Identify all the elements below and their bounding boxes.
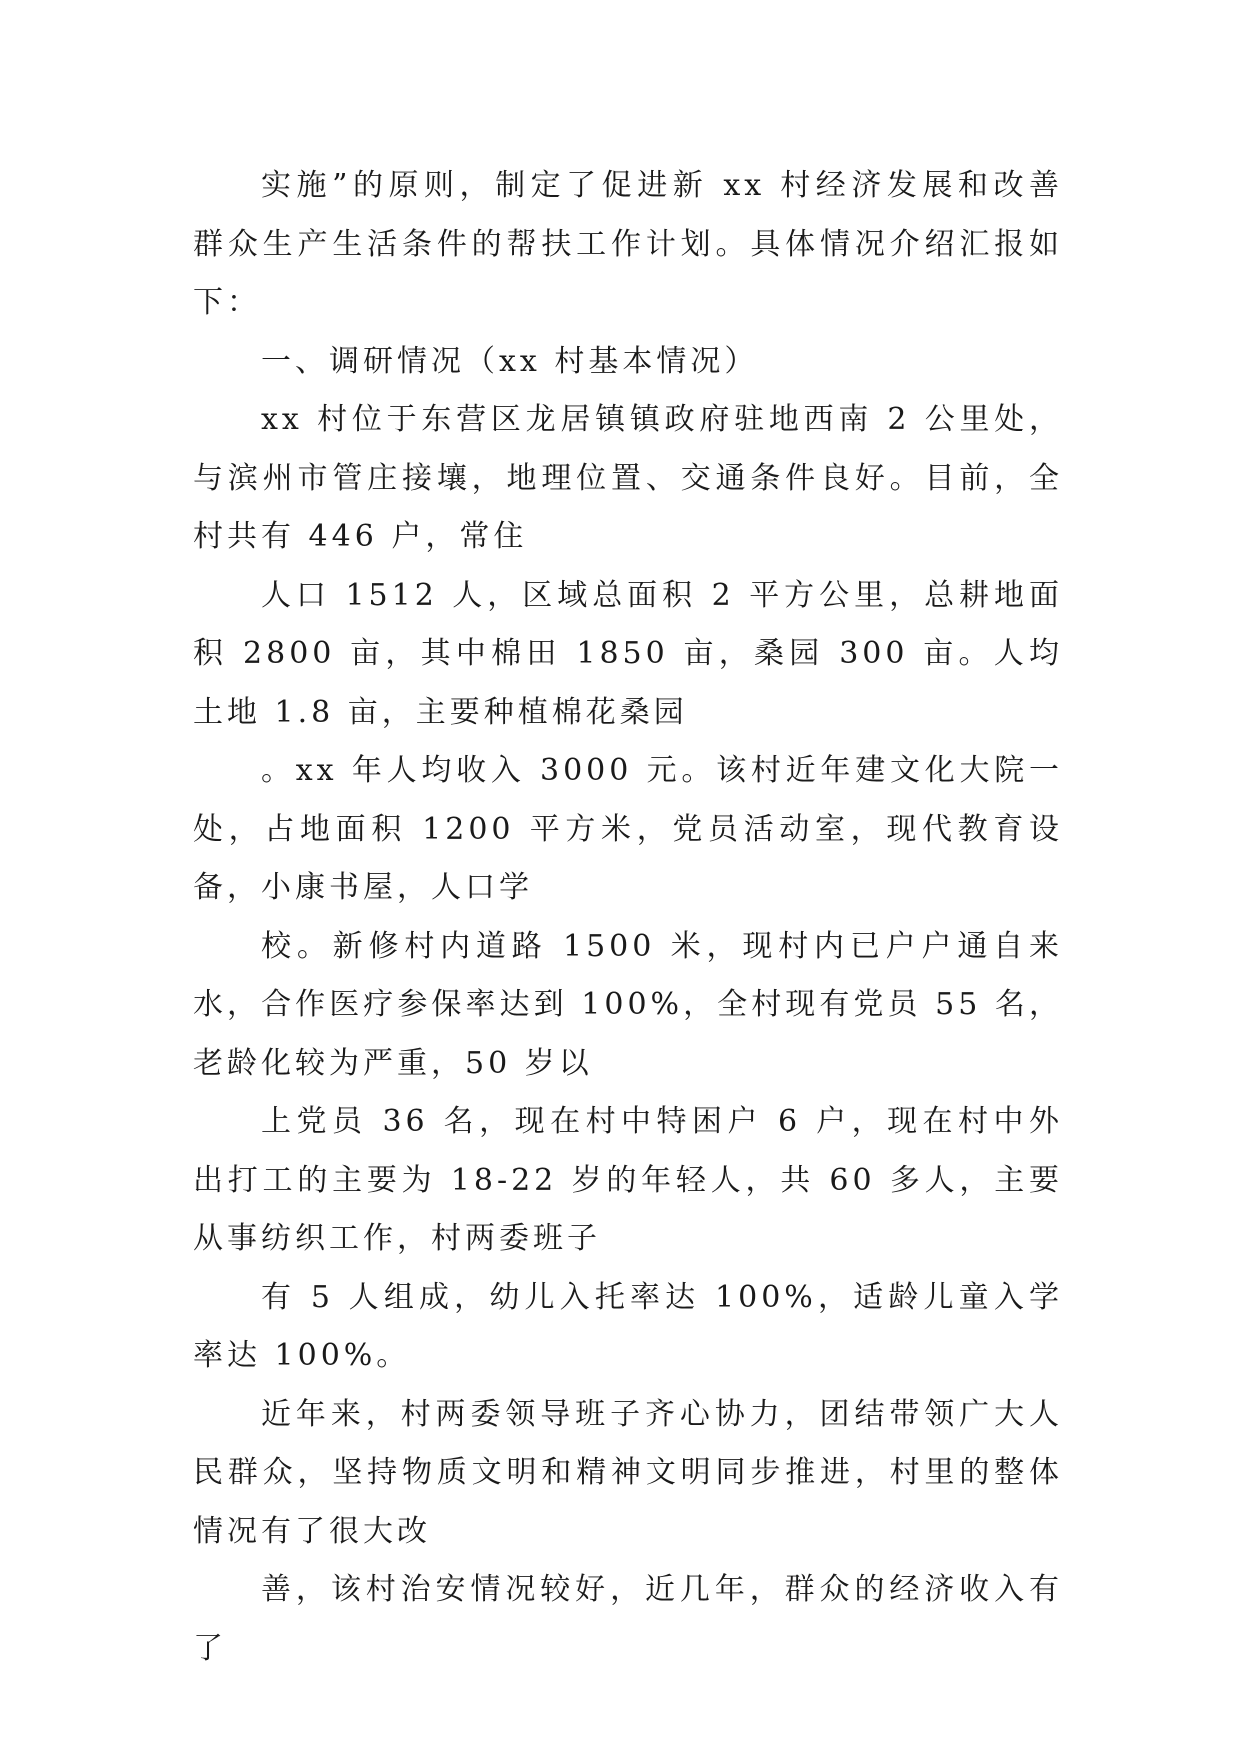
document-body [193,157,1063,1678]
paragraph-9: 近年来，村两委领导班子齐心协力，团结带领广大人民群众，坚持物质文明和精神文明同步推进，村里的整体情况有了很大改 [193,1396,1063,1549]
paragraph-7: 上党员 36 名，现在村中特困户 6 户，现在村中外出打工的主要为 18-22 岁的年轻人，共 60 多人，主要从事纺织工作，村两委班子 [193,1104,1063,1256]
paragraph-5: 。xx 年人均收入 3000 元。该村近年建文化大院一处，占地面积 1200 平方米，党员活动室，现代教育设备，小康书屋，人口学 [193,753,1063,905]
paragraph-2-heading: 一、调研情况（xx 村基本情况） [261,343,759,379]
paragraph-10: 善，该村治安情况较好，近几年，群众的经济收入有了 [193,1572,1063,1666]
paragraph-1: 实施”的原则，制定了促进新 xx 村经济发展和改善群众生产生活条件的帮扶工作计划。具体情况介绍汇报如下： [193,168,1063,320]
paragraph-3: xx 村位于东营区龙居镇镇政府驻地西南 2 公里处，与滨州市管庄接壤，地理位置、交通条件良好。目前，全村共有 446 户，常住 [193,402,1063,554]
paragraph-4: 人口 1512 人，区域总面积 2 平方公里，总耕地面积 2800 亩，其中棉田 1850 亩，桑园 300 亩。人均土地 1.8 亩，主要种植棉花桑园 [193,577,1063,730]
paragraph-6: 校。新修村内道路 1500 米，现村内已户户通自来水，合作医疗参保率达到 100%，全村现有党员 55 名，老龄化较为严重，50 岁以 [193,928,1063,1081]
paragraph-8: 有 5 人组成，幼儿入托率达 100%，适龄儿童入学率达 100%。 [193,1279,1063,1373]
